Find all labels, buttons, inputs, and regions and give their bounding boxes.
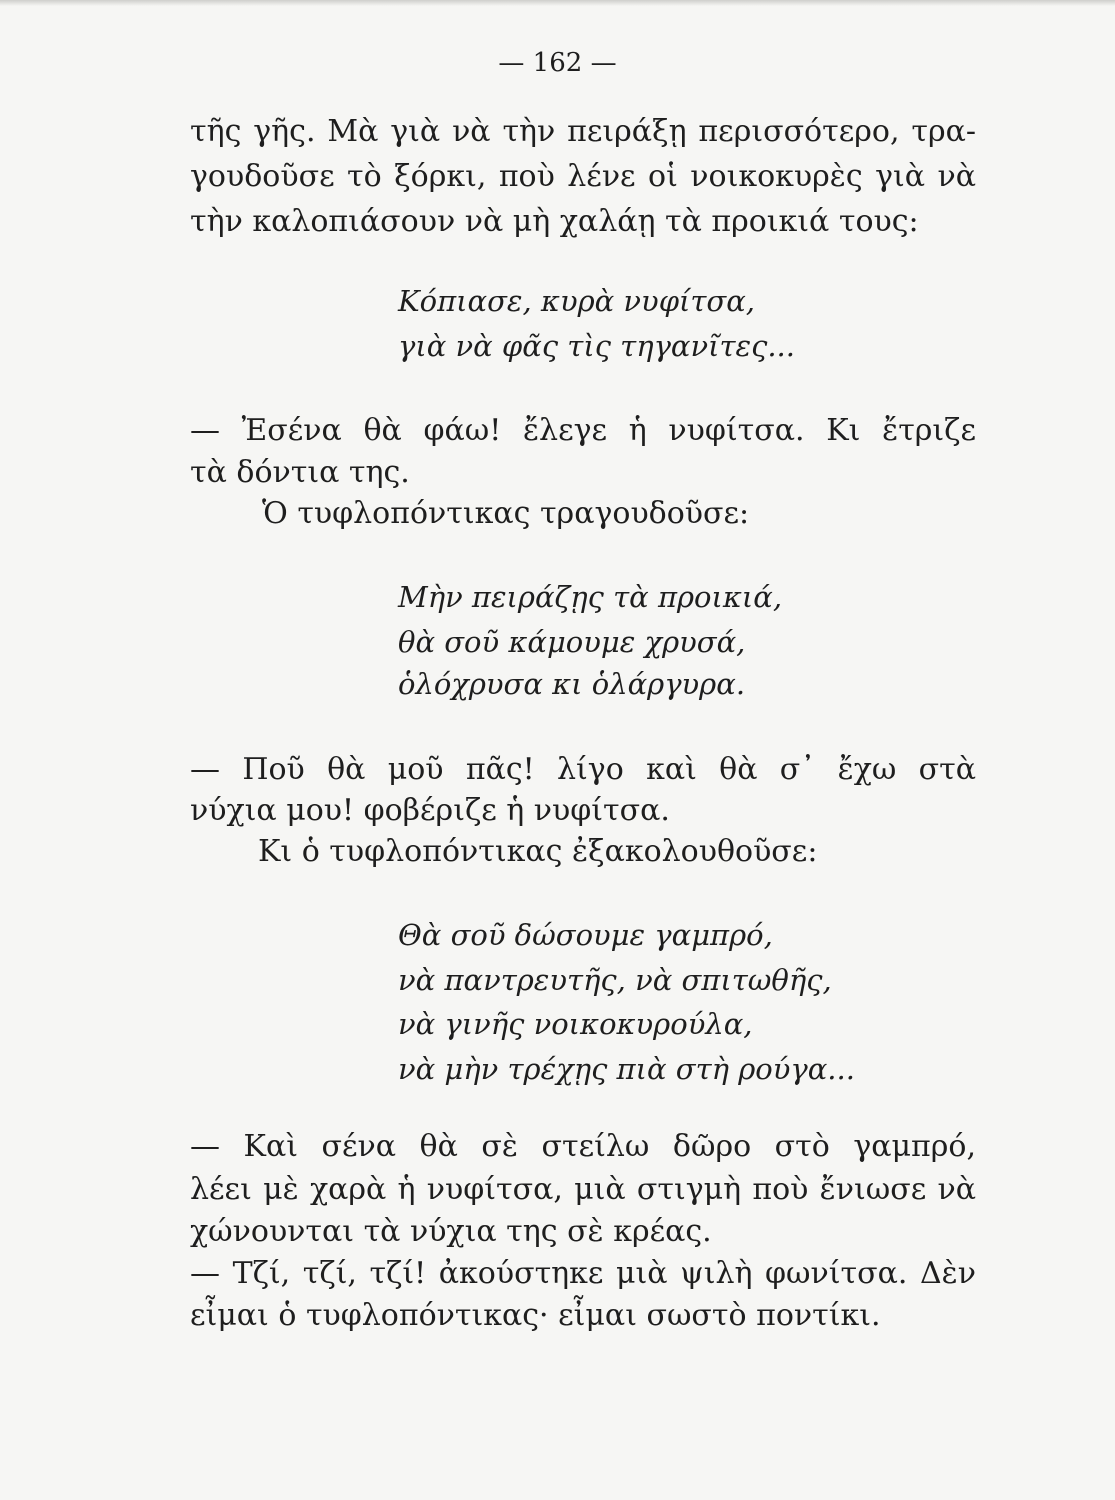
verse-line: νὰ παντρευτῆς, νὰ σπιτωθῆς, <box>398 963 832 997</box>
text-line: νύχια μου! φοβέριζε ἡ νυφίτσα. <box>190 793 670 828</box>
verse-line: νὰ γινῆς νοικοκυρούλα, <box>398 1007 753 1041</box>
verse-line: ὁλόχρυσα κι ὁλάργυρα. <box>398 667 746 701</box>
text-line: Ὁ τυφλοπόντικας τραγουδοῦσε: <box>262 496 750 531</box>
verse-line: θὰ σοῦ κάμουμε χρυσά, <box>398 625 746 659</box>
verse-line: Μὴν πειράζῃς τὰ προικιά, <box>398 580 783 614</box>
page-number: — 162 — <box>498 48 617 78</box>
page-top-edge <box>0 0 1115 6</box>
text-line: Κι ὁ τυφλοπόντικας ἐξακολουθοῦσε: <box>258 834 818 869</box>
text-line: τῆς γῆς. Μὰ γιὰ νὰ τὴν πειράξῃ περισσότερο, τρα- <box>190 114 976 149</box>
text-line: χώνουνται τὰ νύχια της σὲ κρέας. <box>190 1214 712 1249</box>
text-line: τὴν καλοπιάσουν νὰ μὴ χαλάῃ τὰ προικιά τους: <box>190 204 919 239</box>
verse-line: νὰ μὴν τρέχῃς πιὰ στὴ ρούγα... <box>398 1052 855 1086</box>
text-line: — Ἐσένα θὰ φάω! ἔλεγε ἡ νυφίτσα. Κι ἔτριζε <box>190 413 976 448</box>
text-line: — Καὶ σένα θὰ σὲ στείλω δῶρο στὸ γαμπρό, <box>190 1129 976 1164</box>
text-line: — Ποῦ θὰ μοῦ πᾶς! λίγο καὶ θὰ σ᾽ ἔχω στὰ <box>190 752 976 787</box>
text-line: γουδοῦσε τὸ ξόρκι, ποὺ λένε οἱ νοικοκυρὲς γιὰ νὰ <box>190 159 976 194</box>
text-line: λέει μὲ χαρὰ ἡ νυφίτσα, μιὰ στιγμὴ ποὺ ἔνιωσε νὰ <box>190 1172 976 1207</box>
verse-line: Κόπιασε, κυρὰ νυφίτσα, <box>398 284 756 318</box>
text-line: εἶμαι ὁ τυφλοπόντικας· εἶμαι σωστὸ ποντίκι. <box>190 1298 881 1333</box>
verse-line: Θὰ σοῦ δώσουμε γαμπρό, <box>398 918 773 952</box>
verse-line: γιὰ νὰ φᾶς τὶς τηγανῖτες... <box>398 329 795 363</box>
text-line: — Τζί, τζί, τζί! ἀκούστηκε μιὰ ψιλὴ φωνίτσα. Δὲν <box>190 1256 976 1291</box>
text-line: τὰ δόντια της. <box>190 455 410 490</box>
